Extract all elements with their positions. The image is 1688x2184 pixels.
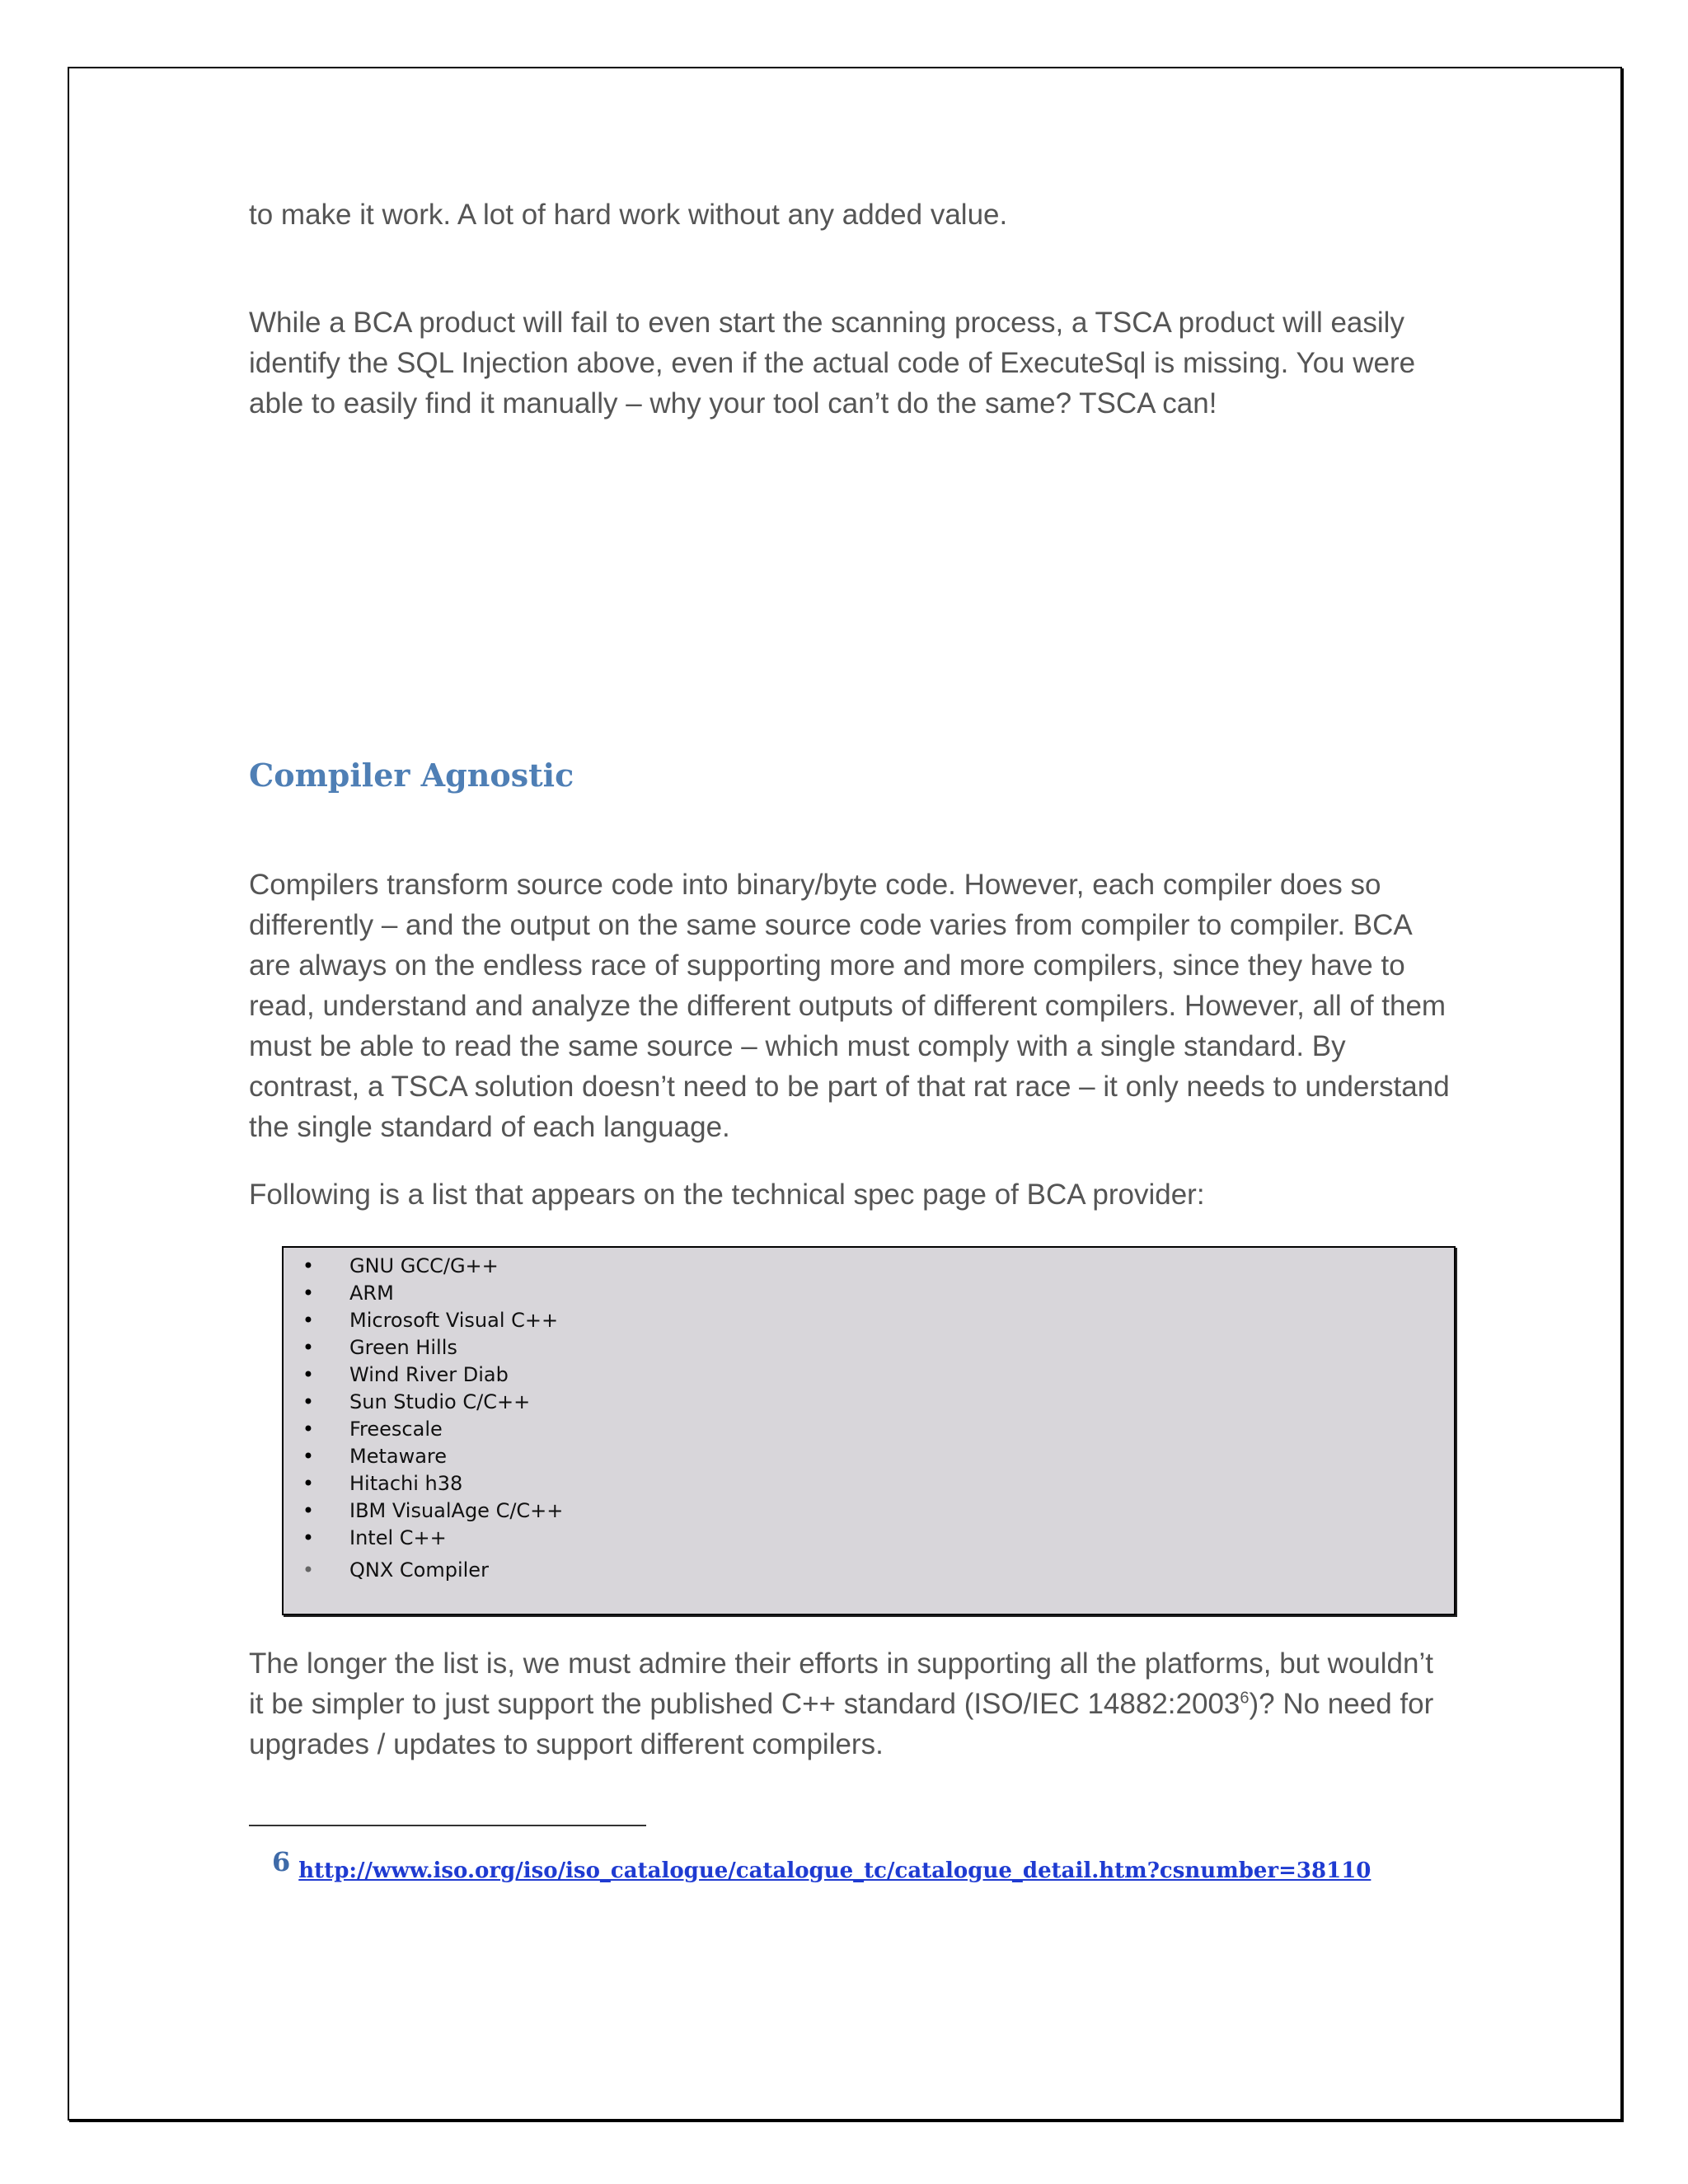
paragraph-list-intro: Following is a list that appears on the technical spec page of BCA provider: bbox=[249, 1179, 1205, 1211]
footnote-number: 6 bbox=[272, 1846, 291, 1877]
list-item bbox=[284, 1557, 563, 1584]
footnote-reference[interactable]: 6 bbox=[1240, 1689, 1250, 1708]
list-item-label: IBM VisualAge C/C++ bbox=[349, 1499, 564, 1522]
bullet-icon: • bbox=[302, 1445, 315, 1468]
list-item bbox=[284, 1253, 563, 1280]
paragraph-standard-text-end: )? No need for upgrades / updates to support different compilers. bbox=[249, 1688, 1434, 1760]
list-item bbox=[284, 1334, 563, 1361]
section-heading: Compiler Agnostic bbox=[249, 757, 574, 794]
paragraph-tsca-sql-injection: While a BCA product will fail to even start the scanning process, a TSCA product will easily identify the SQL Injection above, even if the actual code of ExecuteSql is missing. You were able to easily find it manually – why your tool can’t do the same? TSCA can! bbox=[249, 307, 1416, 419]
list-item-label: Wind River Diab bbox=[349, 1363, 509, 1386]
compiler-list bbox=[284, 1253, 563, 1584]
paragraph-standard-text: The longer the list is, we must admire their efforts in supporting all the platforms, but wouldn’t it be simpler to just support the published C++ standard (ISO/IEC 14882:2003 bbox=[249, 1647, 1433, 1720]
paragraph-intro-continuation: to make it work. A lot of hard work without any added value. bbox=[249, 199, 1008, 231]
bullet-icon: • bbox=[302, 1558, 315, 1582]
list-item bbox=[284, 1470, 563, 1497]
bullet-icon: • bbox=[302, 1336, 315, 1359]
list-item-label: Intel C++ bbox=[349, 1526, 447, 1549]
bullet-icon: • bbox=[302, 1309, 315, 1332]
list-item bbox=[284, 1443, 563, 1470]
paragraph-compilers: Compilers transform source code into binary/byte code. However, each compiler does so differently – and the output on the same source code varies from compiler to compiler. BCA are always on the endless race of supporting more and more compilers, since they have to read, understand and analyze the different outputs of different compilers. However, all of them must be able to read the same source – which must comply with a single standard. By contrast, a TSCA solution doesn’t need to be part of that rat race – it only needs to understand the single standard of each language. bbox=[249, 869, 1450, 1143]
list-item-label: GNU GCC/G++ bbox=[349, 1254, 499, 1277]
list-item bbox=[284, 1497, 563, 1525]
bullet-icon: • bbox=[302, 1526, 315, 1549]
bullet-icon: • bbox=[302, 1254, 315, 1277]
list-item-label: Metaware bbox=[349, 1445, 448, 1468]
bullet-icon: • bbox=[302, 1282, 315, 1305]
bullet-icon: • bbox=[302, 1390, 315, 1413]
list-item bbox=[284, 1307, 563, 1334]
list-item-label: Freescale bbox=[349, 1418, 443, 1441]
bullet-icon: • bbox=[302, 1499, 315, 1522]
footnote-separator bbox=[249, 1825, 646, 1826]
list-item-label: ARM bbox=[349, 1282, 394, 1305]
list-item bbox=[284, 1389, 563, 1416]
list-item-label: Sun Studio C/C++ bbox=[349, 1390, 531, 1413]
list-item bbox=[284, 1525, 563, 1552]
list-item-label: Hitachi h38 bbox=[349, 1472, 463, 1495]
list-item bbox=[284, 1416, 563, 1443]
list-item bbox=[284, 1280, 563, 1307]
bullet-icon: • bbox=[302, 1418, 315, 1441]
compiler-list-box bbox=[282, 1246, 1456, 1615]
list-item-label: QNX Compiler bbox=[349, 1558, 489, 1582]
list-item-label: Green Hills bbox=[349, 1336, 457, 1359]
footnote-link[interactable]: http://www.iso.org/iso/iso_catalogue/catalogue_tc/catalogue_detail.htm?csnumber=38110 bbox=[298, 1858, 1372, 1883]
footnote bbox=[272, 1846, 1371, 1883]
bullet-icon: • bbox=[302, 1472, 315, 1495]
list-item bbox=[284, 1361, 563, 1389]
list-item-label: Microsoft Visual C++ bbox=[349, 1309, 559, 1332]
bullet-icon: • bbox=[302, 1363, 315, 1386]
paragraph-standard bbox=[249, 1643, 1452, 1765]
